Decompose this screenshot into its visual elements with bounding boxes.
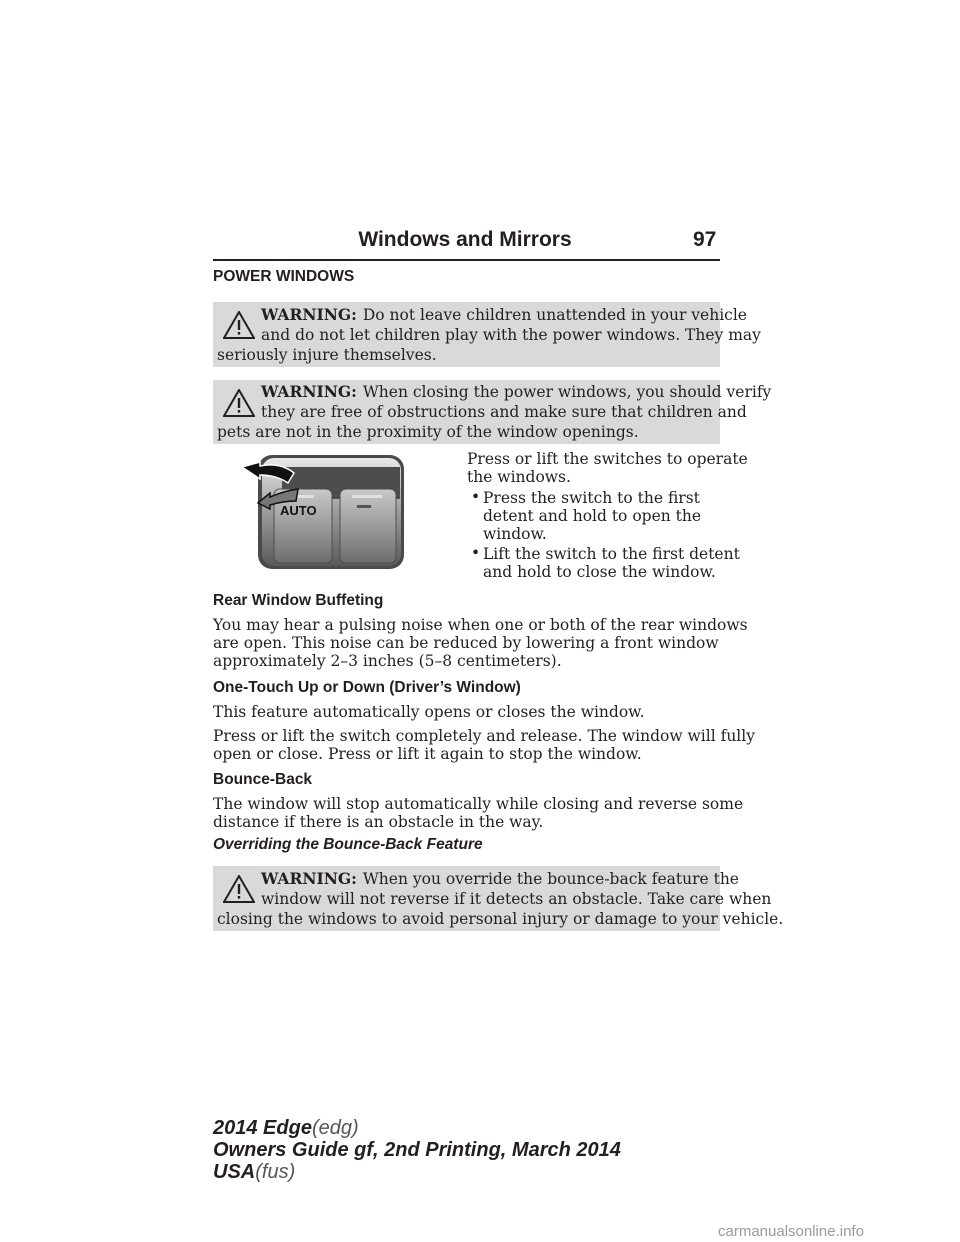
bullet-marker: • [471, 488, 481, 506]
window-switch-illustration [236, 453, 406, 571]
subheading-rear-buffeting: Rear Window Buffeting [213, 592, 384, 609]
warning-text-line: window will not reverse if it detects an obstacle. Take care when [261, 890, 772, 908]
footer-model [213, 1117, 359, 1140]
footer-market-code: (fus) [255, 1161, 296, 1183]
footer-market-name: USA [213, 1161, 256, 1183]
warning-box-override [213, 866, 784, 931]
header-divider [213, 259, 720, 261]
subheading-one-touch: One-Touch Up or Down (Driver’s Window) [213, 679, 521, 696]
warning-triangle-icon [223, 311, 255, 339]
warning-text-line: seriously injure themselves. [217, 346, 437, 364]
subheading-override: Overriding the Bounce-Back Feature [213, 836, 483, 853]
bullet-text: window. [483, 525, 547, 543]
paragraph-line: open or close. Press or lift it again to stop the window. [213, 745, 642, 763]
warning-text-line: When you override the bounce-back feature the [362, 870, 739, 888]
section-title: POWER WINDOWS [213, 268, 355, 285]
paragraph-line: approximately 2–3 inches (5–8 centimeters). [213, 652, 562, 670]
watermark[interactable]: carmanualsonline.info [718, 1223, 864, 1240]
warning-box-obstructions [213, 380, 772, 444]
intro-text: Press or lift the switches to operate [467, 450, 748, 468]
paragraph-line: You may hear a pulsing noise when one or both of the rear windows [213, 616, 748, 634]
footer-model-name: 2014 Edge [213, 1117, 312, 1139]
bullet-text: Press the switch to the first [483, 489, 700, 507]
warning-triangle-icon [223, 389, 255, 417]
footer-market [213, 1161, 295, 1184]
warning-box-children [213, 302, 761, 367]
paragraph-line: This feature automatically opens or closes the window. [213, 703, 645, 721]
footer-guide [213, 1139, 621, 1162]
footer-model-code: (edg) [311, 1117, 359, 1139]
warning-text-line: they are free of obstructions and make sure that children and [261, 403, 747, 421]
warning-text-line: and do not let children play with the power windows. They may [261, 326, 761, 344]
intro-text: the windows. [467, 468, 571, 486]
paragraph-line: are open. This noise can be reduced by lowering a front window [213, 634, 719, 652]
warning-text-line: closing the windows to avoid personal injury or damage to your vehicle. [217, 910, 784, 928]
subheading-bounce-back: Bounce-Back [213, 771, 313, 788]
warning-label: WARNING: [261, 869, 357, 888]
footer-guide-text: Owners Guide gf, 2nd Printing, March 2014 [213, 1139, 621, 1161]
warning-text-line: Do not leave children unattended in your vehicle [362, 306, 747, 324]
bullet-text: detent and hold to open the [483, 507, 702, 525]
warning-text-line: When closing the power windows, you should verify [362, 383, 772, 401]
bullet-text: and hold to close the window. [483, 563, 716, 581]
paragraph-line: Press or lift the switch completely and release. The window will fully [213, 727, 755, 745]
page-header-title: Windows and Mirrors [358, 228, 572, 251]
warning-label: WARNING: [261, 382, 357, 401]
page-number: 97 [693, 228, 717, 251]
auto-label: AUTO [280, 503, 317, 518]
paragraph-line: distance if there is an obstacle in the way. [213, 813, 544, 831]
warning-triangle-icon [223, 875, 255, 903]
bullet-marker: • [471, 544, 481, 562]
bullet-text: Lift the switch to the first detent [483, 545, 740, 563]
warning-label: WARNING: [261, 305, 357, 324]
warning-text-line: pets are not in the proximity of the window openings. [217, 423, 639, 441]
paragraph-line: The window will stop automatically while closing and reverse some [213, 795, 744, 813]
